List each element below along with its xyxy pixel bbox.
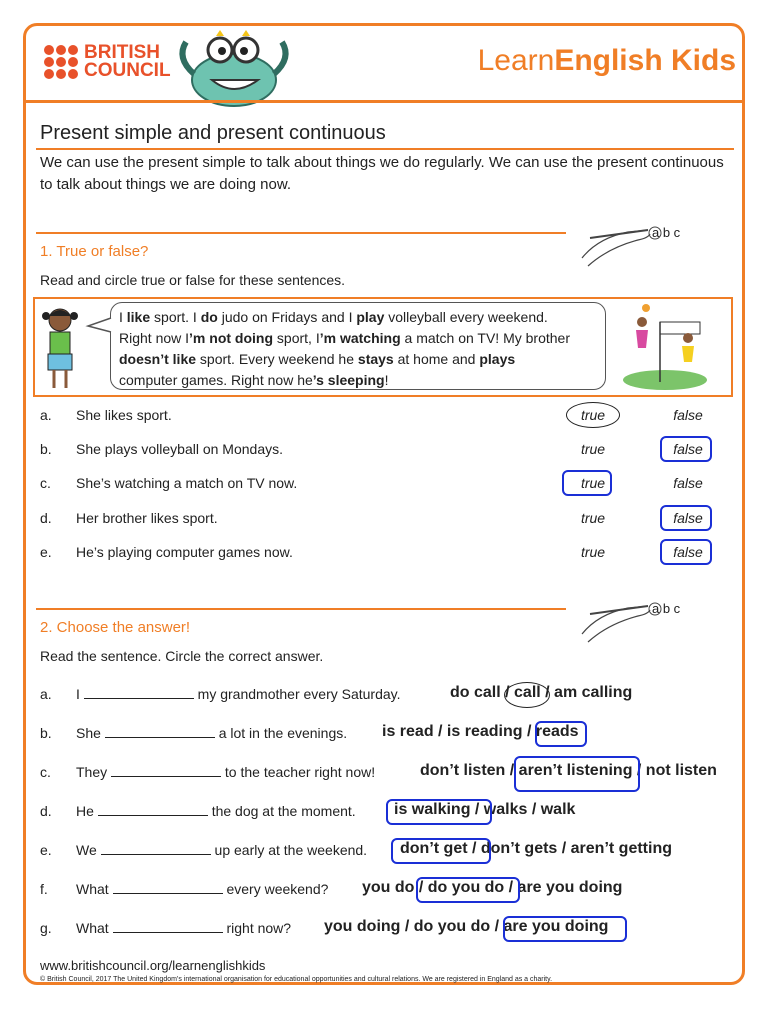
answer-blank[interactable] (113, 920, 223, 933)
answer-options[interactable]: is walking / walks / walk (394, 801, 576, 818)
tf-sentence: He’s playing computer games now. (76, 544, 293, 560)
choose-sentence: He the dog at the moment. (76, 803, 356, 819)
answer-oval (566, 402, 620, 428)
answer-oval (504, 682, 550, 708)
choose-sentence: What right now? (76, 920, 292, 936)
abc-label-2: a b c (652, 601, 681, 616)
brand-line1: BRITISH (84, 42, 160, 63)
abc-label: a b c (652, 225, 681, 240)
true-option[interactable]: true (580, 475, 606, 491)
answer-options[interactable]: is read / is reading / reads (382, 723, 579, 740)
story-line-3: doesn’t like sport. Every weekend he stays at home and plays (119, 351, 516, 367)
footer-url[interactable]: www.britishcouncil.org/learnenglishkids (40, 958, 266, 973)
section2-title: 2. Choose the answer! (40, 619, 191, 636)
brand-line2: COUNCIL (84, 60, 171, 81)
section1-divider (36, 232, 566, 234)
intro-text: We can use the present simple to talk about things we do regularly. We can use the present continuous to talk about things we are doing now. (40, 154, 724, 193)
answer-blank[interactable] (101, 842, 211, 855)
section2-divider (36, 608, 566, 610)
tf-letter: d. (40, 510, 52, 526)
choose-sentence: What every weekend? (76, 881, 329, 897)
false-option[interactable]: false (673, 544, 703, 560)
tf-letter: b. (40, 441, 52, 457)
answer-ring (660, 539, 712, 565)
page-title: Present simple and present continuous (40, 122, 386, 144)
answer-ring (535, 721, 587, 747)
choose-letter: g. (40, 920, 52, 936)
answer-ring (660, 505, 712, 531)
answer-ring (416, 877, 520, 903)
answer-options[interactable]: you doing / do you do / are you doing (324, 918, 609, 935)
bubble-tail (86, 316, 112, 336)
volleyball-icon (620, 302, 710, 392)
learnenglish-kids-logo: LearnEnglish Kids (477, 44, 736, 77)
section1-title: 1. True or false? (40, 243, 149, 260)
answer-ring (660, 436, 712, 462)
speech-bubble (110, 302, 606, 390)
tf-sentence: She’s watching a match on TV now. (76, 475, 298, 491)
logo-dots-icon (44, 45, 78, 79)
answer-options[interactable]: don’t listen / aren’t listening / not listen (420, 762, 717, 779)
title-underline (36, 148, 734, 150)
choose-letter: a. (40, 686, 52, 702)
false-option[interactable]: false (673, 510, 703, 526)
true-option[interactable]: true (580, 510, 606, 526)
choose-sentence: They to the teacher right now! (76, 764, 376, 780)
answer-blank[interactable] (105, 725, 215, 738)
girl-icon (38, 304, 82, 394)
answer-ring (562, 470, 612, 496)
tf-sentence: She plays volleyball on Mondays. (76, 441, 284, 457)
header-divider (24, 100, 744, 103)
choose-letter: d. (40, 803, 52, 819)
answer-options[interactable]: do call / call / am calling (450, 684, 633, 701)
false-option[interactable]: false (673, 475, 703, 491)
choose-letter: f. (40, 881, 48, 897)
choose-letter: b. (40, 725, 52, 741)
answer-blank[interactable] (113, 881, 223, 894)
answer-ring (386, 799, 492, 825)
story-line-4: computer games. Right now he’s sleeping! (119, 372, 389, 388)
answer-options[interactable]: you do / do you do / are you doing (362, 879, 623, 896)
section2-instruction: Read the sentence. Circle the correct answer. (40, 648, 324, 664)
answer-blank[interactable] (98, 803, 208, 816)
section1-instruction: Read and circle true or false for these sentences. (40, 272, 346, 288)
choose-sentence: She a lot in the evenings. (76, 725, 348, 741)
choose-letter: c. (40, 764, 51, 780)
answer-ring (391, 838, 491, 864)
british-council-logo (44, 44, 171, 80)
monster-mascot-icon (168, 28, 308, 108)
answer-blank[interactable] (84, 686, 194, 699)
answer-ring (514, 756, 640, 792)
tf-letter: e. (40, 544, 52, 560)
answer-ring (503, 916, 627, 942)
choose-sentence: We up early at the weekend. (76, 842, 368, 858)
tf-letter: c. (40, 475, 51, 491)
choose-sentence: I my grandmother every Saturday. (76, 686, 401, 702)
answer-options[interactable]: don’t get / don’t gets / aren’t getting (400, 840, 672, 857)
true-option[interactable]: true (580, 407, 606, 423)
story-line-2: Right now I’m not doing sport, I’m watching a match on TV! My brother (119, 330, 570, 346)
tf-sentence: She likes sport. (76, 407, 172, 423)
false-option[interactable]: false (673, 441, 703, 457)
choose-letter: e. (40, 842, 52, 858)
story-line-1: I like sport. I do judo on Fridays and I play volleyball every weekend. (119, 309, 548, 325)
answer-blank[interactable] (111, 764, 221, 777)
true-option[interactable]: true (580, 544, 606, 560)
footer-copyright: © British Council, 2017 The United Kingdom’s international organisation for educational opportunities and cultural relations. We are registered in England as a charity. (40, 976, 553, 983)
false-option[interactable]: false (673, 407, 703, 423)
tf-sentence: Her brother likes sport. (76, 510, 218, 526)
true-option[interactable]: true (580, 441, 606, 457)
tf-letter: a. (40, 407, 52, 423)
